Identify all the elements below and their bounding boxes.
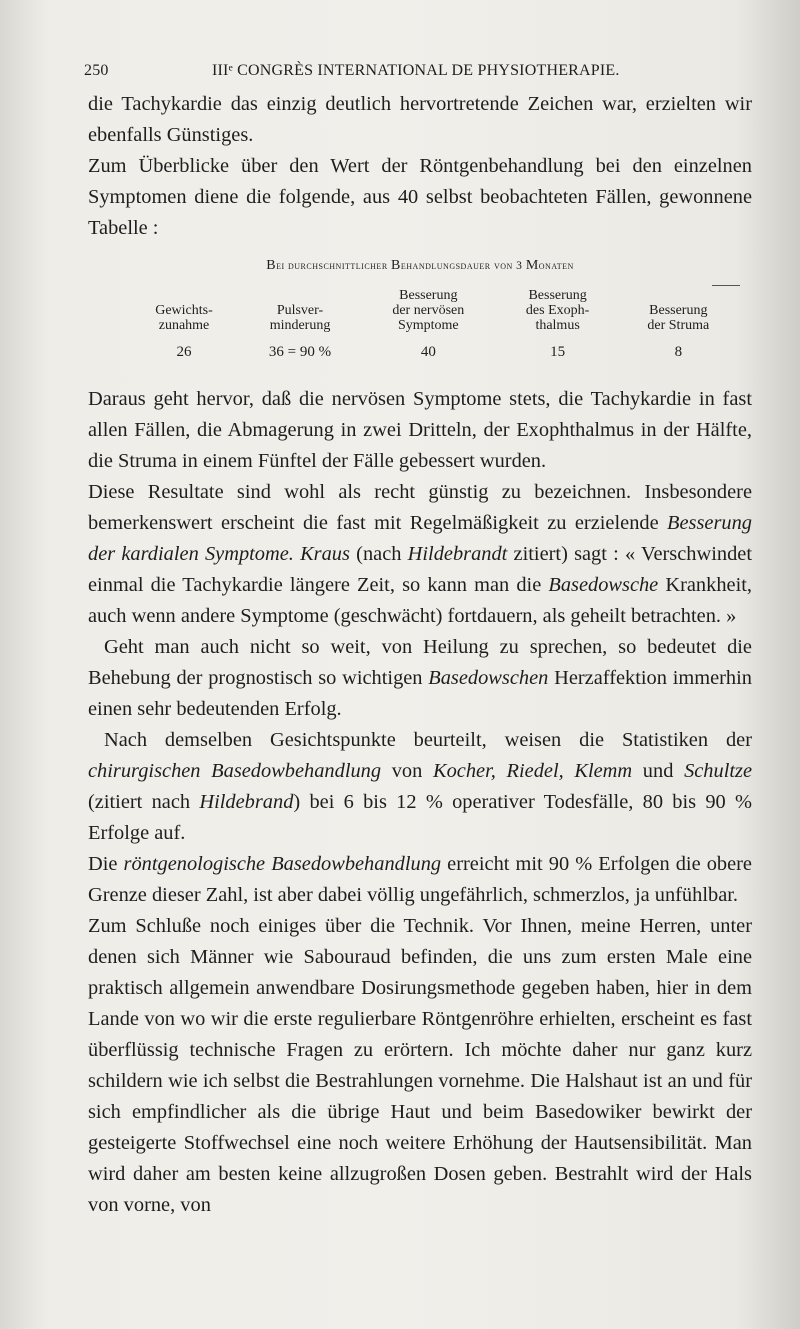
header-line: Symptome: [397, 318, 459, 333]
text-run: (nach: [349, 543, 408, 565]
header-line: minderung: [269, 318, 331, 333]
header-line: zunahme: [158, 318, 210, 333]
text-run: Zum Überblicke über den Wert der Röntgenbehandlung bei den einzelnen Symptomen diene die folgende, aus 40 selbst beobachteten Fällen, gewonnene Tabelle :: [88, 155, 752, 239]
paragraph: [88, 725, 752, 849]
table-cell: 26: [176, 344, 192, 360]
italic-text: Kocher, Riedel, Klemm: [433, 760, 633, 782]
text-run: Geht man auch nicht so weit, von Heilung zu sprechen, so bedeutet die Behebung der prognostisch so wichtigen: [88, 636, 752, 689]
header-line: Besserung: [649, 303, 708, 318]
table-header-cell: [497, 288, 619, 345]
italic-text: Kraus: [300, 543, 350, 565]
paragraph: [88, 477, 752, 632]
text-run: von: [381, 760, 433, 782]
italic-text: Hildebrand: [199, 791, 294, 813]
paragraph: [88, 151, 752, 244]
table-header-cell: [240, 288, 360, 345]
table-cell: 15: [550, 344, 566, 360]
text-run: erreicht mit 90 % Erfolgen die obere Grenze dieser Zahl, ist aber dabei völlig ungefährlich, schmerzlos, ja unfühlbar.: [88, 853, 752, 906]
running-title: IIIᵉ CONGRÈS INTERNATIONAL DE PHYSIOTHERAPIE.: [212, 62, 620, 79]
text-run: Zum Schluße noch einiges über die Technik. Vor Ihnen, meine Herren, unter denen sich Männer wie Sabouraud befinden, die uns zum ersten Male eine praktisch allgemein anwendbare Dosirungsmethode gegeben haben, hier in dem Lande von wo wir die erste regulierbare Röntgenröhre erhielten, erscheint es fast überflüssig technische Fragen zu erörtern. Ich möchte daher nur ganz kurz schildern wie ich selbst die Bestrahlungen vornehme. Die Halshaut ist an und für sich empfindlicher als die übrige Haut und beim Basedowiker bewirkt der gesteigerte Stoffwechsel eine noch weitere Erhöhung der Hautsensibilität. Man wird daher am besten keine allzugroßen Dosen geben. Bestrahlt wird der Hals von vorne, von: [88, 915, 752, 1216]
header-line: thalmus: [535, 318, 580, 333]
caption-part: ei durchschnittlicher: [276, 260, 392, 272]
text-run: Diese Resultate sind wohl als recht günstig zu bezeichnen. Insbesondere bemerkenswert erscheint die fast mit Regelmäßigkeit zu erzielende: [88, 481, 752, 534]
header-line: Besserung: [399, 288, 458, 303]
text-run: Die: [88, 853, 124, 875]
table-header-cell: [360, 288, 497, 345]
table-cell: 40: [420, 344, 436, 360]
text-run: die Tachykardie das einzig deutlich hervortretende Zeichen war, erzielten wir ebenfalls Günstiges.: [88, 93, 752, 146]
paragraph: [88, 911, 752, 1221]
italic-text: Basedowschen: [428, 667, 549, 689]
italic-text: röntgenologische Basedowbehandlung: [123, 853, 442, 875]
text-block-top: [88, 89, 752, 244]
table-row: [128, 345, 738, 360]
table-header-cell: [619, 288, 738, 345]
caption-rule: [712, 285, 740, 286]
page-number: 250: [84, 62, 109, 79]
text-block-bottom: [88, 384, 752, 1221]
caption-part: onaten: [538, 260, 574, 272]
text-run: und: [632, 760, 685, 782]
italic-text: chirurgischen Basedowbehandlung: [88, 760, 382, 782]
italic-text: Hildebrandt: [407, 543, 508, 565]
header-line: Besserung: [528, 288, 587, 303]
table-caption: [88, 258, 752, 274]
italic-text: Besserung der kardialen Symptome.: [88, 512, 752, 565]
italic-text: Basedowsche: [548, 574, 659, 596]
italic-text: Schultze: [684, 760, 753, 782]
header-line: der nervösen: [392, 303, 465, 318]
paragraph: [88, 384, 752, 477]
paragraph: [88, 849, 752, 911]
caption-part: B: [391, 258, 401, 273]
header-line: des Exoph-: [525, 303, 590, 318]
header-line: Gewichts-: [155, 303, 213, 318]
text-run: Krankheit, auch wenn andere Symptome (geschwächt) fortdauern, als geheilt betrachten. »: [88, 574, 752, 627]
text-run: Herzaffektion immerhin einen sehr bedeutenden Erfolg.: [88, 667, 752, 720]
text-run: (zitiert nach: [88, 791, 200, 813]
header-line: der Struma: [647, 318, 710, 333]
table-header-cell: [128, 288, 240, 345]
table-cell: 8: [674, 344, 683, 360]
table-cell: 36 = 90 %: [268, 344, 332, 360]
text-run: Nach demselben Gesichtspunkte beurteilt, weisen die Statistiken der: [104, 729, 752, 751]
text-run: ) bei 6 bis 12 % operativer Todesfälle, 80 bis 90 % Erfolge auf.: [88, 791, 752, 844]
header-line: Pulsver-: [276, 303, 324, 318]
text-run: Daraus geht hervor, daß die nervösen Symptome stets, die Tachykardie in fast allen Fällen, die Abmagerung in zwei Dritteln, der Exophthalmus in der Hälfte, die Struma in einem Fünftel der Fälle gebessert wurden.: [88, 388, 752, 472]
results-table: [128, 288, 738, 360]
paragraph: [88, 632, 752, 725]
table-header-row: [128, 288, 738, 345]
text-run: zitiert) sagt : « Verschwindet einmal die Tachykardie längere Zeit, so kann man die: [88, 543, 752, 596]
paragraph: [88, 89, 752, 151]
caption-part: M: [525, 258, 539, 273]
caption-part: B: [266, 258, 277, 273]
caption-part: ehandlungsdauer von 3: [400, 260, 526, 272]
